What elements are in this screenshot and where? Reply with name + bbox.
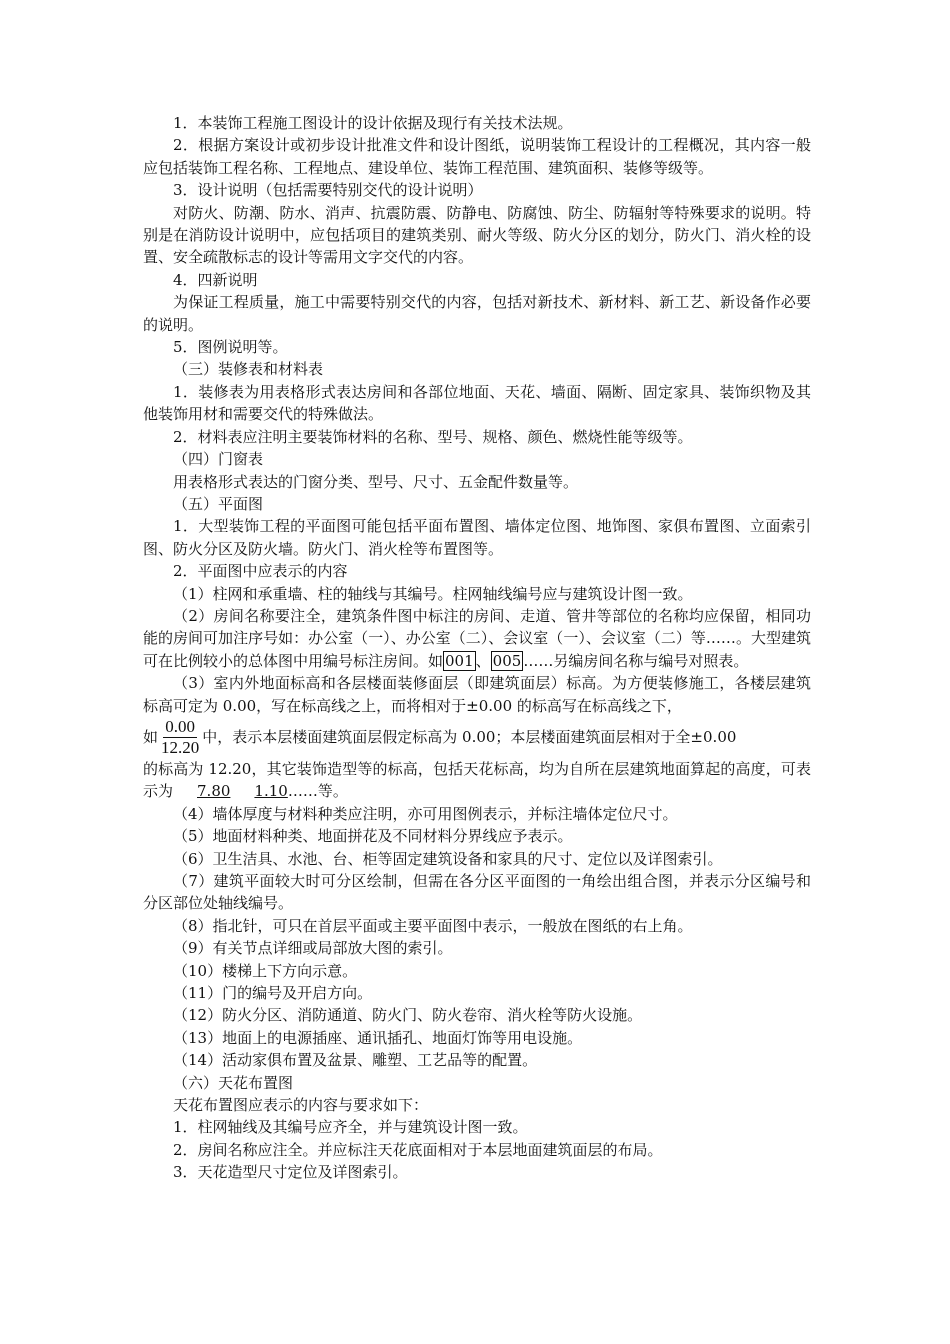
fraction-numerator: 0.00 (165, 716, 196, 736)
paragraph: （7）建筑平面较大时可分区绘制，但需在各分区平面图的一角绘出组合图，并表示分区编号和分区部位处轴线编号。 (143, 872, 811, 913)
paragraph: 用表格形式表达的门窗分类、型号、尺寸、五金配件数量等。 (173, 472, 579, 491)
elevation-example-line (143, 717, 811, 758)
paragraph: 1．装修表为用表格形式表达房间和各部位地面、天花、墙面、隔断、固定家具、装饰织物及其他装饰用材和需要交代的特殊做法。 (143, 382, 811, 424)
paragraph: 5．图例说明等。 (173, 338, 288, 357)
paragraph: （5）地面材料种类、地面拼花及不同材料分界线应予表示。 (173, 827, 573, 846)
paragraph: （1）柱网和承重墙、柱的轴线与其编号。柱网轴线编号应与建筑设计图一致。 (173, 584, 693, 603)
paragraph: 4．四新说明 (173, 270, 258, 289)
paragraph: （3）室内外地面标高和各层楼面装修面层（即建筑面层）标高。为方便装修施工，各楼层建筑标高可定为 0.00，写在标高线之上，而将相对于±0.00 的标高写在标高线之下， (143, 674, 811, 715)
paragraph: 2．材料表应注明主要装饰材料的名称、型号、规格、颜色、燃烧性能等级等。 (173, 427, 693, 446)
room-number-box: 005 (492, 651, 522, 670)
elevation-fraction (159, 717, 201, 758)
paragraph (143, 605, 811, 672)
paragraph: （10）楼梯上下方向示意。 (173, 961, 358, 980)
paragraph: （11）门的编号及开启方向。 (173, 984, 373, 1003)
elevation-value: 1.10 (254, 782, 288, 801)
paragraph-text: ……另编房间名称与编号对照表。 (523, 651, 749, 670)
elevation-value: 7.80 (197, 782, 231, 801)
paragraph-text: 如 (143, 728, 159, 747)
paragraph: （4）墙体厚度与材料种类应注明，亦可用图例表示，并标注墙体定位尺寸。 (173, 804, 678, 823)
paragraph-text: 中，表示本层楼面建筑面层假定标高为 0.00；本层楼面建筑面层相对于全±0.00 (202, 728, 737, 747)
paragraph: 1．柱网轴线及其编号应齐全，并与建筑设计图一致。 (173, 1118, 528, 1137)
document-body (143, 112, 811, 1184)
room-number-box: 001 (445, 651, 474, 670)
paragraph: （9）有关节点详细或局部放大图的索引。 (173, 939, 453, 958)
paragraph: 3．设计说明（包括需要特别交代的设计说明） (173, 181, 483, 200)
fraction-denominator: 12.20 (161, 737, 200, 757)
paragraph: （12）防火分区、消防通道、防火门、防火卷帘、消火栓等防火设施。 (173, 1006, 643, 1025)
paragraph-text: 的标高为 12.20，其它装饰造型等的标高，包括天花标高，均为自所在层建筑地面算起的高度，可表示为 (143, 759, 811, 801)
paragraph: （8）指北针，可只在首层平面或主要平面图中表示，一般放在图纸的右上角。 (173, 916, 693, 935)
paragraph: 1．本装饰工程施工图设计的设计依据及现行有关技术法规。 (173, 114, 573, 132)
paragraph-text: （2）房间名称要注全，建筑条件图中标注的房间、走道、管井等部位的名称均应保留，相同功能的房间可加注序号如：办公室（一）、办公室（二）、会议室（一）、会议室（二）等……。大型建筑可在比例较小的总体图中用编号标注房间。如 (143, 606, 811, 670)
section-heading: （四）门窗表 (173, 450, 264, 469)
paragraph: 为保证工程质量，施工中需要特别交代的内容，包括对新技术、新材料、新工艺、新设备作必要的说明。 (143, 293, 811, 334)
paragraph: 2．根据方案设计或初步设计批准文件和设计图纸，说明装饰工程设计的工程概况，其内容一般应包括装饰工程名称、工程地点、建设单位、装饰工程范围、建筑面积、装修等级等。 (143, 136, 811, 177)
section-heading: （五）平面图 (173, 494, 264, 513)
paragraph-text: ……等。 (287, 782, 348, 801)
section-heading: （六）天花布置图 (173, 1073, 294, 1092)
paragraph: 2．平面图中应表示的内容 (173, 562, 348, 581)
separator: 、 (475, 651, 491, 670)
section-heading: （三）装修表和材料表 (173, 360, 324, 379)
paragraph: （13）地面上的电源插座、通讯插孔、地面灯饰等用电设施。 (173, 1028, 583, 1047)
paragraph: （14）活动家俱布置及盆景、雕塑、工艺品等的配置。 (173, 1051, 538, 1070)
paragraph: 1．大型装饰工程的平面图可能包括平面布置图、墙体定位图、地饰图、家俱布置图、立面索引图、防火分区及防火墙。防火门、消火栓等布置图等。 (143, 517, 811, 558)
paragraph: 天花布置图应表示的内容与要求如下： (173, 1096, 429, 1115)
paragraph: 2．房间名称应注全。并应标注天花底面相对于本层地面建筑面层的布局。 (173, 1140, 663, 1159)
paragraph: 对防火、防潮、防水、消声、抗震防震、防静电、防腐蚀、防尘、防辐射等特殊要求的说明。特别是在消防设计说明中，应包括项目的建筑类别、耐火等级、防火分区的划分，防火门、消火栓的设置、安全疏散标志的设计等需用文字交代的内容。 (143, 203, 811, 267)
paragraph: 3．天花造型尺寸定位及详图索引。 (173, 1163, 408, 1182)
paragraph: （6）卫生洁具、水池、台、柜等固定建筑设备和家具的尺寸、定位以及详图索引。 (173, 849, 723, 868)
paragraph (143, 758, 811, 803)
